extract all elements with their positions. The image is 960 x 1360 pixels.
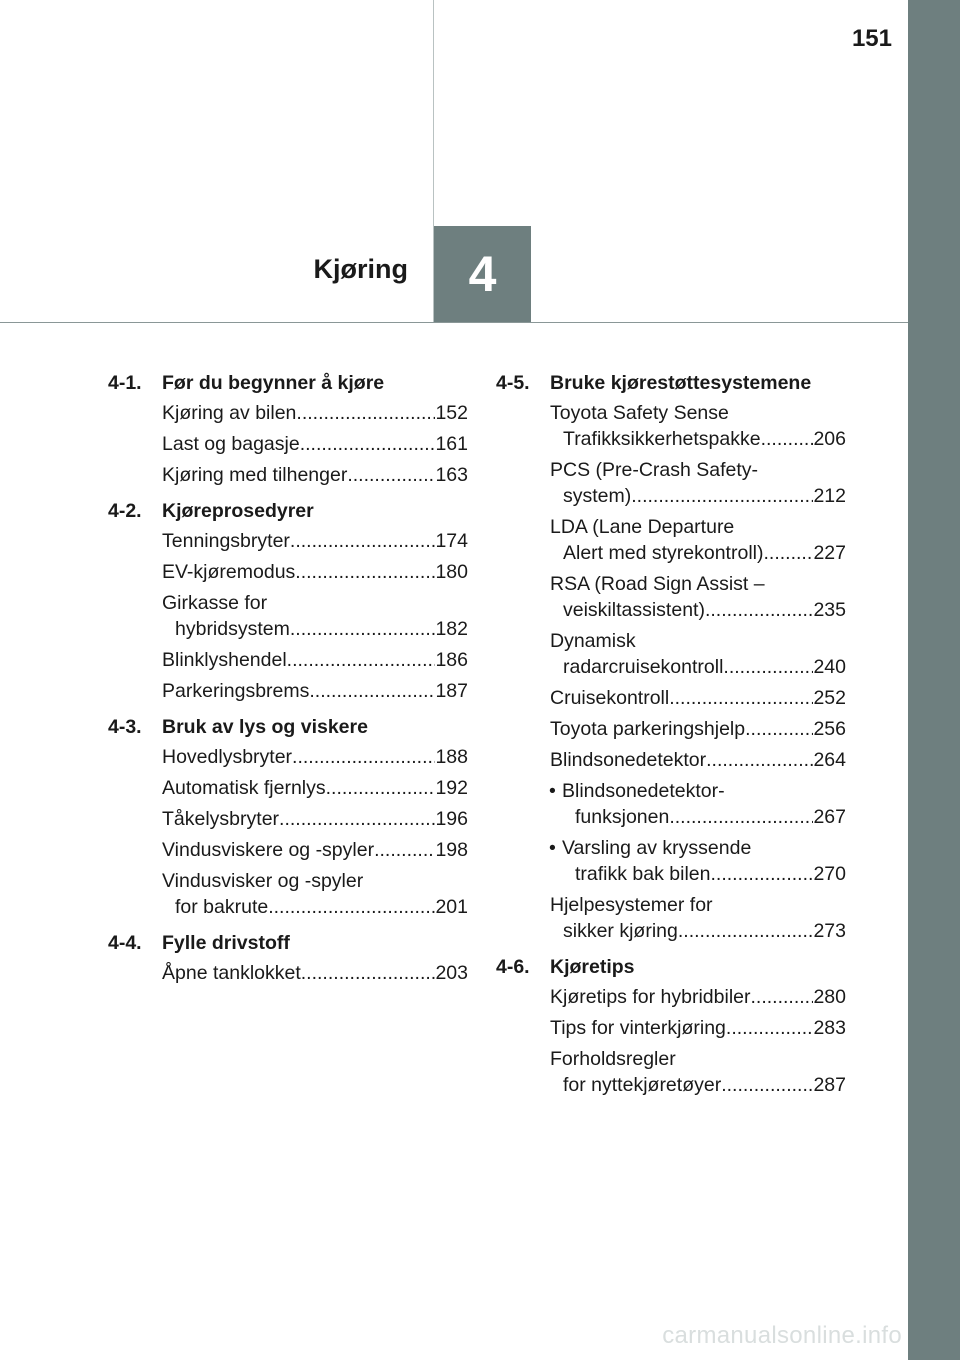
toc-entry-text [550, 892, 813, 944]
toc-page-number: 201 [435, 896, 468, 918]
toc-entry-label: Blinklyshendel [162, 649, 287, 671]
toc-entry-line [162, 894, 435, 920]
toc-entry[interactable] [549, 778, 846, 830]
toc-entry-text [549, 835, 813, 887]
section-number: 4-1. [108, 372, 142, 394]
toc-entry[interactable] [162, 775, 468, 801]
toc-entry-line [550, 918, 813, 944]
toc-entry-label: Tips for vinterkjøring [550, 1017, 726, 1039]
toc-section [108, 370, 468, 488]
toc-page-number: 187 [435, 680, 468, 702]
toc-section [108, 714, 468, 920]
section-heading[interactable] [108, 498, 468, 524]
toc-entry-label: Hjelpesystemer for [550, 894, 713, 916]
toc-entry-label: Forholdsregler [550, 1048, 676, 1070]
toc-entry-label: Trafikksikkerhetspakke [563, 428, 761, 450]
section-number: 4-2. [108, 500, 142, 522]
toc-entry-label: Vindusviskere og -spyler [162, 839, 375, 861]
toc-entry[interactable] [162, 462, 468, 488]
toc-entry-line [562, 804, 813, 830]
dot-leader [761, 426, 814, 452]
toc-page-number: 174 [435, 530, 468, 552]
watermark: carmanualsonline.info [662, 1322, 902, 1349]
toc-entry-line [162, 744, 435, 770]
toc-entry-label: hybridsystem [175, 618, 290, 640]
toc-section [108, 930, 468, 986]
toc-entry-text [162, 744, 435, 770]
toc-entry[interactable] [162, 837, 468, 863]
section-title: Bruke kjørestøttesystemene [550, 372, 812, 394]
toc-entry-label: Varsling av kryssende [562, 837, 752, 859]
toc-entry-line [550, 628, 813, 654]
toc-entry-label: veiskiltassistent) [563, 599, 705, 621]
toc-column-right [496, 370, 846, 1108]
toc-entry[interactable] [550, 400, 846, 452]
section-title: Kjøreprosedyrer [162, 500, 314, 522]
section-heading[interactable] [108, 714, 468, 740]
toc-entry[interactable] [162, 590, 468, 642]
toc-entry-line [550, 1015, 813, 1041]
dot-leader [374, 837, 435, 863]
toc-page-number: 212 [813, 485, 846, 507]
toc-page-number: 235 [813, 599, 846, 621]
dot-leader [745, 716, 813, 742]
chapter-side-tab [908, 0, 960, 1360]
toc-entry-line [550, 540, 813, 566]
toc-entry-label: radarcruisekontroll [563, 656, 724, 678]
toc-entry-text [162, 431, 435, 457]
toc-entry-line [550, 597, 813, 623]
toc-entry-text [162, 400, 435, 426]
dot-leader [705, 597, 813, 623]
toc-entry-line [162, 431, 435, 457]
toc-entry-label: PCS (Pre-Crash Safety- [550, 459, 759, 481]
dot-leader [726, 1015, 814, 1041]
toc-entry-text [550, 400, 813, 452]
toc-entry-label: Tåkelysbryter [162, 808, 280, 830]
toc-entry-label: Åpne tanklokket [162, 962, 301, 984]
toc-entry-label: Kjøretips for hybridbiler [550, 986, 751, 1008]
toc-entry-line [550, 1046, 813, 1072]
section-number: 4-6. [496, 956, 530, 978]
toc-entry-line [550, 747, 813, 773]
toc-page-number: 256 [813, 718, 846, 740]
toc-page-number: 206 [813, 428, 846, 450]
dot-leader [721, 1072, 813, 1098]
toc-entry-label: Blindsonedetektor [550, 749, 707, 771]
toc-entry-text [550, 716, 813, 742]
toc-entry-line [550, 514, 813, 540]
toc-entry-line [550, 716, 813, 742]
toc-entry[interactable] [550, 457, 846, 509]
toc-entry-line [550, 1072, 813, 1098]
dot-leader [669, 685, 813, 711]
chapter-number: 4 [468, 246, 497, 302]
toc-entry-label: RSA (Road Sign Assist – [550, 573, 765, 595]
dot-leader [290, 528, 436, 554]
toc-entry-line [162, 400, 435, 426]
toc-entry-text [550, 514, 813, 566]
toc-entry-line [162, 559, 435, 585]
toc-entry-line [162, 868, 435, 894]
section-heading[interactable] [108, 930, 468, 956]
toc-entry-label: for nyttekjøretøyer [563, 1074, 722, 1096]
dot-leader [763, 540, 813, 566]
dot-leader [287, 647, 436, 673]
toc-entry[interactable] [550, 1015, 846, 1041]
toc-entry-label: Parkeringsbrems [162, 680, 310, 702]
toc-entry[interactable] [550, 892, 846, 944]
toc-entry-label: system) [563, 485, 632, 507]
chapter-number-box [434, 226, 531, 322]
dot-leader [706, 747, 813, 773]
section-number: 4-5. [496, 372, 530, 394]
dot-leader [268, 894, 435, 920]
toc-entry-line [550, 400, 813, 426]
toc-entry-label: trafikk bak bilen [575, 863, 711, 885]
toc-entry-text [162, 590, 435, 642]
toc-entry-text [550, 1046, 813, 1098]
toc-entry-line [550, 892, 813, 918]
toc-entry[interactable] [550, 571, 846, 623]
toc-entry-text [550, 984, 813, 1010]
toc-entry-text [550, 571, 813, 623]
toc-entry-text [550, 628, 813, 680]
toc-page-number: 186 [435, 649, 468, 671]
toc-entry-label: Kjøring med tilhenger [162, 464, 348, 486]
toc-entry[interactable] [162, 806, 468, 832]
toc-page-number: 188 [435, 746, 468, 768]
header-divider-horizontal [0, 322, 908, 323]
toc-entry-line [162, 528, 435, 554]
toc-entry-text [550, 685, 813, 711]
toc-entry-line [562, 835, 813, 861]
toc-entry-label: Tenningsbryter [162, 530, 290, 552]
dot-leader [300, 431, 436, 457]
section-title: Bruk av lys og viskere [162, 716, 368, 738]
toc-entry[interactable] [550, 685, 846, 711]
toc-entry-label: Last og bagasje [162, 433, 300, 455]
dot-leader [292, 744, 435, 770]
toc-entry-label: Toyota parkeringshjelp [550, 718, 746, 740]
toc-entry-label: sikker kjøring [563, 920, 678, 942]
toc-entry-text [162, 678, 435, 704]
dot-leader [631, 483, 813, 509]
toc-entry-label: LDA (Lane Departure [550, 516, 735, 538]
toc-entry-line [162, 647, 435, 673]
dot-leader [750, 984, 813, 1010]
dot-leader [290, 616, 436, 642]
toc-entry-text [550, 1015, 813, 1041]
toc-page-number: 280 [813, 986, 846, 1008]
chapter-title: Kjøring [313, 254, 408, 284]
toc-entry-text [550, 457, 813, 509]
toc-entry-text [162, 462, 435, 488]
dot-leader [723, 654, 813, 680]
toc-entry-line [550, 457, 813, 483]
toc-entry[interactable] [550, 984, 846, 1010]
section-number: 4-3. [108, 716, 142, 738]
toc-entry[interactable] [162, 431, 468, 457]
toc-entry-label: Automatisk fjernlys [162, 777, 326, 799]
toc-column-left [108, 370, 468, 996]
toc-section [496, 954, 846, 1098]
toc-entry-line [550, 984, 813, 1010]
toc-entry[interactable] [550, 747, 846, 773]
toc-page-number: 227 [813, 542, 846, 564]
toc-entry-line [562, 778, 813, 804]
toc-entry[interactable] [550, 514, 846, 566]
toc-section [496, 370, 846, 944]
toc-page-number: 240 [813, 656, 846, 678]
toc-entry-text [162, 559, 435, 585]
toc-entry[interactable] [162, 400, 468, 426]
section-heading[interactable] [496, 954, 846, 980]
toc-entry[interactable] [162, 960, 468, 986]
toc-entry-line [550, 571, 813, 597]
toc-entry[interactable] [162, 868, 468, 920]
dot-leader [296, 400, 435, 426]
toc-page-number: 152 [435, 402, 468, 424]
section-title: Kjøretips [550, 956, 635, 978]
toc-page-number: 273 [813, 920, 846, 942]
toc-entry-label: for bakrute [175, 896, 269, 918]
dot-leader [279, 806, 435, 832]
toc-entry-text [162, 868, 435, 920]
toc-entry-label: Vindusvisker og -spyler [162, 870, 364, 892]
toc-entry-line [162, 775, 435, 801]
toc-entry-line [162, 837, 435, 863]
section-heading[interactable] [496, 370, 846, 396]
dot-leader [309, 678, 435, 704]
toc-entry-line [162, 590, 435, 616]
toc-section [108, 498, 468, 704]
toc-page-number: 283 [813, 1017, 846, 1039]
toc-page-number: 203 [435, 962, 468, 984]
section-heading[interactable] [108, 370, 468, 396]
toc-page-number: 180 [435, 561, 468, 583]
dot-leader [301, 960, 436, 986]
section-title: Før du begynner å kjøre [162, 372, 385, 394]
toc-entry-text [162, 837, 435, 863]
bullet-icon: • [549, 837, 556, 859]
dot-leader [347, 462, 435, 488]
toc-entry-text [550, 747, 813, 773]
toc-entry-label: Hovedlysbryter [162, 746, 293, 768]
bullet-icon: • [549, 780, 556, 802]
toc-page-number: 196 [435, 808, 468, 830]
toc-entry[interactable] [549, 835, 846, 887]
toc-entry-label: Alert med styrekontroll) [563, 542, 764, 564]
toc-entry-label: Dynamisk [550, 630, 636, 652]
toc-entry-line [162, 806, 435, 832]
toc-entry[interactable] [550, 1046, 846, 1098]
dot-leader [678, 918, 814, 944]
toc-entry[interactable] [162, 678, 468, 704]
dot-leader [326, 775, 436, 801]
toc-entry[interactable] [162, 559, 468, 585]
toc-page-number: 163 [435, 464, 468, 486]
toc-entry-text [162, 960, 435, 986]
toc-entry[interactable] [550, 716, 846, 742]
toc-entry[interactable] [162, 744, 468, 770]
toc-entry-label: Cruisekontroll [550, 687, 670, 709]
page-number: 151 [851, 25, 892, 52]
toc-entry-line [162, 462, 435, 488]
toc-page-number: 182 [435, 618, 468, 640]
toc-entry[interactable] [162, 528, 468, 554]
dot-leader [710, 861, 813, 887]
toc-entry-label: EV-kjøremodus [162, 561, 296, 583]
toc-entry-label: Blindsonedetektor- [562, 780, 725, 802]
toc-entry-line [162, 616, 435, 642]
toc-page-number: 270 [813, 863, 846, 885]
toc-entry[interactable] [550, 628, 846, 680]
toc-entry-text [162, 806, 435, 832]
toc-page-number: 287 [813, 1074, 846, 1096]
toc-entry-line [550, 483, 813, 509]
toc-entry[interactable] [162, 647, 468, 673]
toc-page-number: 267 [813, 806, 846, 828]
section-title: Fylle drivstoff [162, 932, 290, 954]
toc-entry-line [162, 678, 435, 704]
toc-entry-text [549, 778, 813, 830]
dot-leader [669, 804, 813, 830]
toc-entry-line [162, 960, 435, 986]
toc-entry-label: funksjonen [575, 806, 670, 828]
toc-page-number: 161 [435, 433, 468, 455]
toc-entry-label: Girkasse for [162, 592, 268, 614]
toc-entry-text [162, 528, 435, 554]
toc-entry-line [550, 654, 813, 680]
toc-entry-label: Kjøring av bilen [162, 402, 297, 424]
toc-page-number: 264 [813, 749, 846, 771]
toc-page-number: 198 [435, 839, 468, 861]
section-number: 4-4. [108, 932, 142, 954]
toc-entry-text [162, 647, 435, 673]
toc-entry-text [162, 775, 435, 801]
toc-page-number: 252 [813, 687, 846, 709]
toc-entry-line [562, 861, 813, 887]
toc-entry-label: Toyota Safety Sense [550, 402, 729, 424]
toc-entry-line [550, 426, 813, 452]
dot-leader [295, 559, 435, 585]
toc-page-number: 192 [435, 777, 468, 799]
toc-entry-line [550, 685, 813, 711]
